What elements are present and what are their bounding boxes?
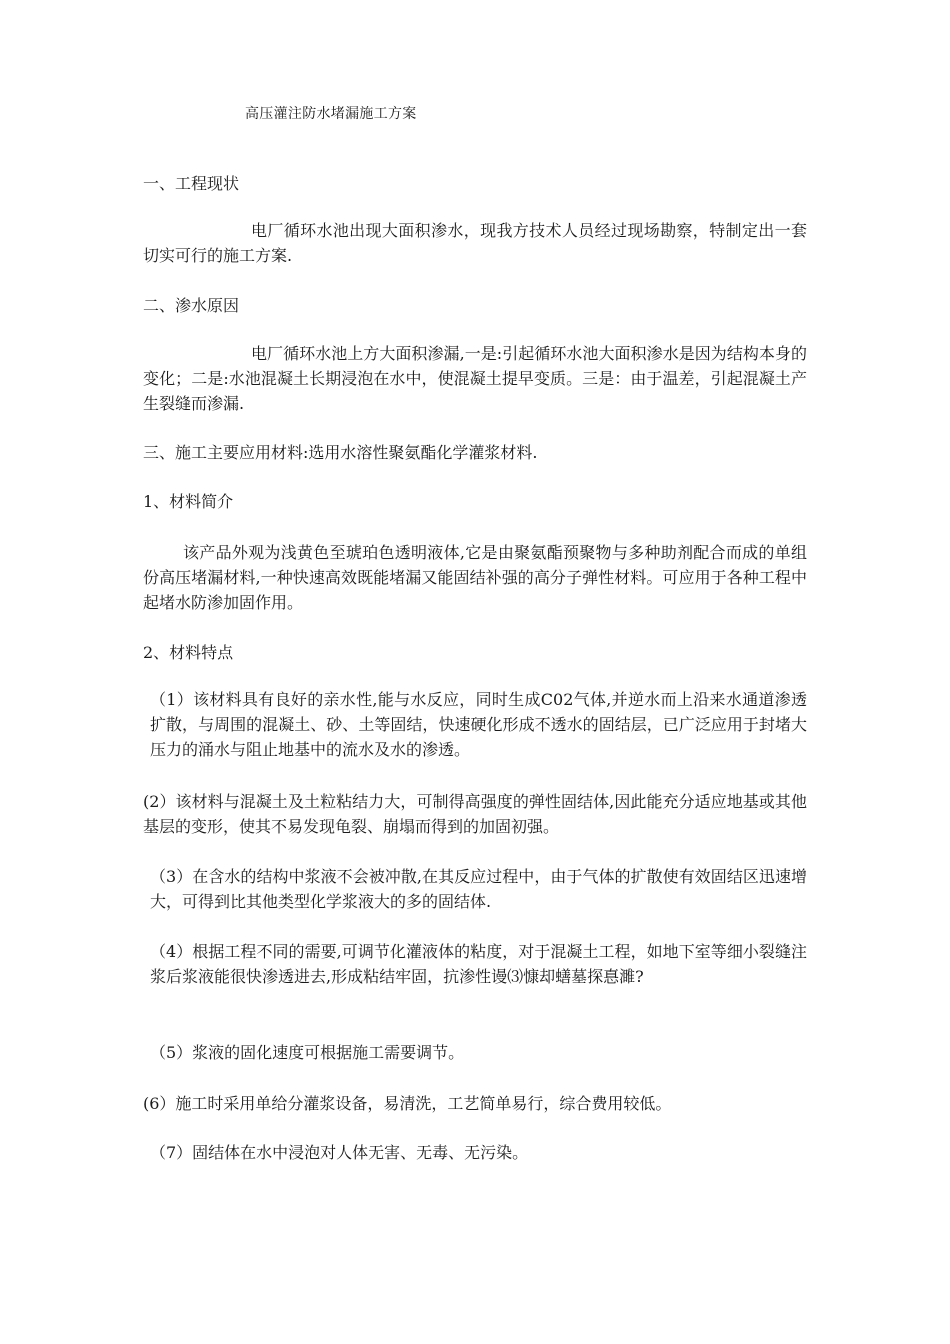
feature-item-2: (2）该材料与混凝土及土粒粘结力大，可制得高强度的弹性固结体,因此能充分适应地基或其他基层的变形，使其不易发现龟裂、崩塌而得到的加固初强。 (143, 792, 807, 836)
feature-item-5: （5）浆液的固化速度可根据施工需要调节。 (150, 1043, 465, 1062)
section-paragraph-4: 该产品外观为浅黄色至琥珀色透明液体,它是由聚氨酯预聚物与多种助剂配合而成的单组份高压堵漏材料,一种快速高效既能堵漏又能固结补强的高分子弹性材料。可应用于各种工程中起堵水防渗加固作用。 (143, 543, 807, 612)
feature-item-6: (6）施工时采用单给分灌浆设备，易清洗，工艺简单易行，综合费用较低。 (143, 1094, 672, 1113)
section-heading-3: 三、施工主要应用材料:选用水溶性聚氨酯化学灌浆材料. (143, 443, 538, 462)
feature-item-3: （3）在含水的结构中浆液不会被冲散,在其反应过程中，由于气体的扩散使有效固结区迅速增大，可得到比其他类型化学浆液大的多的固结体. (150, 867, 807, 911)
feature-item-4: （4）根据工程不同的需要,可调节化灌液体的粘度，对于混凝土工程，如地下室等细小裂缝注浆后浆液能很快渗透进去,形成粘结牢固，抗渗性谩⑶慷却蟮墓探惪濉? (150, 942, 807, 986)
section-paragraph-1: 电厂循环水池出现大面积渗水，现我方技术人员经过现场勘察，特制定出一套切实可行的施工方案. (143, 221, 807, 265)
feature-item-7: （7）固结体在水中浸泡对人体无害、无毒、无污染。 (150, 1143, 529, 1162)
section-heading-2: 二、渗水原因 (143, 296, 240, 315)
feature-item-1: （1）该材料具有良好的亲水性,能与水反应，同时生成C02气体,并逆水而上沿来水通道渗透扩散，与周围的混凝土、砂、土等固结，快速硬化形成不透水的固结层，已广泛应用于封堵大压力的涌水与阻止地基中的流水及水的渗透。 (150, 690, 807, 759)
section-heading-1: 一、工程现状 (143, 174, 240, 193)
document-title: 高压灌注防水堵漏施工方案 (245, 106, 417, 122)
section-heading-4: 1、材料简介 (143, 492, 234, 511)
section-paragraph-2: 电厂循环水池上方大面积渗漏,一是:引起循环水池大面积渗水是因为结构本身的变化；二是:水池混凝土长期浸泡在水中，使混凝土提早变质。三是：由于温差，引起混凝土产生裂缝而渗漏. (143, 344, 807, 413)
section-heading-5: 2、材料特点 (143, 643, 234, 662)
